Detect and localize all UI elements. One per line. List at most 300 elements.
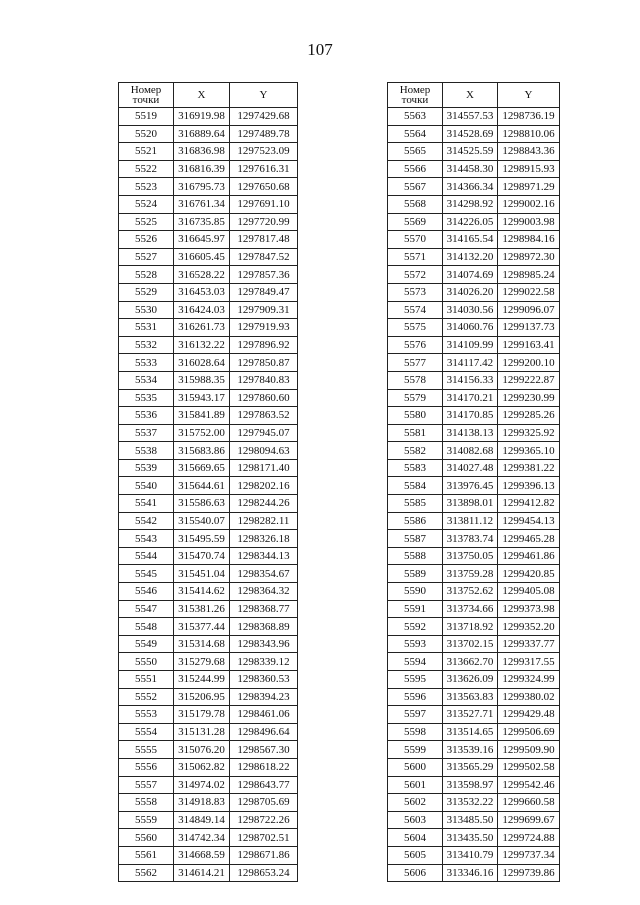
table-row (388, 829, 560, 847)
y-cell: 1299137.73 (498, 319, 560, 337)
table-row (388, 143, 560, 161)
x-cell: 316761.34 (174, 195, 230, 213)
x-cell: 315377.44 (174, 618, 230, 636)
table-row (119, 442, 298, 460)
point-number-cell: 5552 (119, 688, 174, 706)
table-row (388, 600, 560, 618)
x-cell: 313410.79 (443, 846, 498, 864)
point-number-cell: 5602 (388, 794, 443, 812)
point-number-cell: 5589 (388, 565, 443, 583)
table-row (119, 794, 298, 812)
point-number-cell: 5558 (119, 794, 174, 812)
point-number-cell: 5566 (388, 160, 443, 178)
x-cell: 313898.01 (443, 495, 498, 513)
x-cell: 314525.59 (443, 143, 498, 161)
x-cell: 314109.99 (443, 336, 498, 354)
point-number-cell: 5553 (119, 706, 174, 724)
table-row (119, 706, 298, 724)
y-cell: 1299003.98 (498, 213, 560, 231)
x-cell: 314918.83 (174, 794, 230, 812)
x-cell: 313563.83 (443, 688, 498, 706)
x-cell: 313662.70 (443, 653, 498, 671)
table-row (388, 266, 560, 284)
y-cell: 1299200.10 (498, 354, 560, 372)
x-cell: 314458.30 (443, 160, 498, 178)
x-cell: 314132.20 (443, 248, 498, 266)
y-cell: 1298394.23 (230, 688, 298, 706)
point-number-cell: 5570 (388, 231, 443, 249)
y-cell: 1298567.30 (230, 741, 298, 759)
x-cell: 315244.99 (174, 671, 230, 689)
x-cell: 314170.21 (443, 389, 498, 407)
x-cell: 315206.95 (174, 688, 230, 706)
y-cell: 1298972.30 (498, 248, 560, 266)
point-number-cell: 5578 (388, 371, 443, 389)
table-row (119, 108, 298, 126)
point-number-cell: 5599 (388, 741, 443, 759)
x-cell: 315669.65 (174, 459, 230, 477)
x-cell: 316735.85 (174, 213, 230, 231)
table-row (388, 495, 560, 513)
point-number-cell: 5520 (119, 125, 174, 143)
point-number-cell: 5596 (388, 688, 443, 706)
point-number-cell: 5540 (119, 477, 174, 495)
point-number-cell: 5567 (388, 178, 443, 196)
y-cell: 1299429.48 (498, 706, 560, 724)
table-row (119, 618, 298, 636)
table-row (388, 653, 560, 671)
point-number-cell: 5604 (388, 829, 443, 847)
table-row (388, 389, 560, 407)
y-cell: 1299163.41 (498, 336, 560, 354)
point-number-cell: 5528 (119, 266, 174, 284)
y-cell: 1299465.28 (498, 530, 560, 548)
x-cell: 316261.73 (174, 319, 230, 337)
point-number-header-line2: точки (132, 94, 160, 106)
y-cell: 1297896.92 (230, 336, 298, 354)
y-cell: 1299461.86 (498, 547, 560, 565)
y-cell: 1297691.10 (230, 195, 298, 213)
x-cell: 315943.17 (174, 389, 230, 407)
point-number-cell: 5582 (388, 442, 443, 460)
x-cell: 315644.61 (174, 477, 230, 495)
x-cell: 314366.34 (443, 178, 498, 196)
y-cell: 1298368.77 (230, 600, 298, 618)
x-cell: 315062.82 (174, 758, 230, 776)
table-row (119, 635, 298, 653)
point-number-cell: 5544 (119, 547, 174, 565)
table-row (388, 811, 560, 829)
point-number-cell: 5574 (388, 301, 443, 319)
x-cell: 316889.64 (174, 125, 230, 143)
table-row (388, 512, 560, 530)
y-cell: 1297850.87 (230, 354, 298, 372)
y-cell: 1297523.09 (230, 143, 298, 161)
table-row (119, 213, 298, 231)
point-number-cell: 5555 (119, 741, 174, 759)
x-cell: 316528.22 (174, 266, 230, 284)
point-number-cell: 5525 (119, 213, 174, 231)
table-row (119, 600, 298, 618)
y-cell: 1298354.67 (230, 565, 298, 583)
point-number-cell: 5586 (388, 512, 443, 530)
y-cell: 1299502.58 (498, 758, 560, 776)
y-cell: 1299724.88 (498, 829, 560, 847)
table-row (119, 407, 298, 425)
table-row (119, 495, 298, 513)
x-cell: 316424.03 (174, 301, 230, 319)
table-row (119, 565, 298, 583)
point-number-cell: 5546 (119, 583, 174, 601)
table-row (388, 864, 560, 882)
table-header-row (388, 83, 560, 108)
point-number-cell: 5601 (388, 776, 443, 794)
point-number-cell: 5587 (388, 530, 443, 548)
point-number-cell: 5531 (119, 319, 174, 337)
table-row (119, 512, 298, 530)
x-cell: 313514.65 (443, 723, 498, 741)
point-number-cell: 5588 (388, 547, 443, 565)
x-cell: 314974.02 (174, 776, 230, 794)
x-cell: 314165.54 (443, 231, 498, 249)
point-number-cell: 5543 (119, 530, 174, 548)
point-number-cell: 5559 (119, 811, 174, 829)
x-cell: 314298.92 (443, 195, 498, 213)
table-row (119, 477, 298, 495)
x-cell: 315841.89 (174, 407, 230, 425)
y-cell: 1298343.96 (230, 635, 298, 653)
table-row (119, 653, 298, 671)
coordinates-table-right (387, 82, 560, 882)
y-cell: 1299373.98 (498, 600, 560, 618)
table-body-right (388, 108, 560, 882)
x-cell: 316836.98 (174, 143, 230, 161)
point-number-cell: 5584 (388, 477, 443, 495)
y-cell: 1297817.48 (230, 231, 298, 249)
y-cell: 1297849.47 (230, 283, 298, 301)
table-row (388, 442, 560, 460)
point-number-cell: 5562 (119, 864, 174, 882)
y-cell: 1298671.86 (230, 846, 298, 864)
point-number-cell: 5594 (388, 653, 443, 671)
point-number-cell: 5522 (119, 160, 174, 178)
x-cell: 313750.05 (443, 547, 498, 565)
table-row (119, 178, 298, 196)
table-row (119, 530, 298, 548)
x-cell: 315540.07 (174, 512, 230, 530)
table-row (119, 336, 298, 354)
y-cell: 1299509.90 (498, 741, 560, 759)
point-number-cell: 5580 (388, 407, 443, 425)
point-number-cell: 5605 (388, 846, 443, 864)
x-cell: 313532.22 (443, 794, 498, 812)
table-row (119, 319, 298, 337)
point-number-cell: 5573 (388, 283, 443, 301)
x-cell: 313346.16 (443, 864, 498, 882)
y-cell: 1299380.02 (498, 688, 560, 706)
x-cell: 315279.68 (174, 653, 230, 671)
point-number-cell: 5536 (119, 407, 174, 425)
x-cell: 314026.20 (443, 283, 498, 301)
y-cell: 1297489.78 (230, 125, 298, 143)
point-number-cell: 5598 (388, 723, 443, 741)
x-cell: 316132.22 (174, 336, 230, 354)
table-row (388, 635, 560, 653)
table-row (388, 477, 560, 495)
table-row (119, 266, 298, 284)
table-row (388, 846, 560, 864)
table-row (388, 213, 560, 231)
y-cell: 1299337.77 (498, 635, 560, 653)
table-row (119, 547, 298, 565)
point-number-cell: 5560 (119, 829, 174, 847)
table-row (119, 195, 298, 213)
y-cell: 1298984.16 (498, 231, 560, 249)
y-cell: 1298843.36 (498, 143, 560, 161)
y-cell: 1298722.26 (230, 811, 298, 829)
x-cell: 314082.68 (443, 442, 498, 460)
x-cell: 316453.03 (174, 283, 230, 301)
table-row (119, 846, 298, 864)
point-number-cell: 5556 (119, 758, 174, 776)
y-cell: 1298915.93 (498, 160, 560, 178)
y-cell: 1298985.24 (498, 266, 560, 284)
table-row (119, 283, 298, 301)
point-number-cell: 5548 (119, 618, 174, 636)
x-header: X (174, 83, 230, 108)
y-cell: 1298736.19 (498, 108, 560, 126)
table-row (119, 811, 298, 829)
y-cell: 1297863.52 (230, 407, 298, 425)
y-cell: 1297840.83 (230, 371, 298, 389)
y-cell: 1299412.82 (498, 495, 560, 513)
x-cell: 314668.59 (174, 846, 230, 864)
table-row (119, 301, 298, 319)
x-cell: 314170.85 (443, 407, 498, 425)
y-header: Y (498, 83, 560, 108)
table-row (119, 829, 298, 847)
table-row (388, 371, 560, 389)
table-row (119, 160, 298, 178)
table-row (119, 125, 298, 143)
table-row (388, 688, 560, 706)
point-number-cell: 5526 (119, 231, 174, 249)
y-cell: 1298496.64 (230, 723, 298, 741)
table-row (388, 231, 560, 249)
y-cell: 1297429.68 (230, 108, 298, 126)
y-cell: 1298971.29 (498, 178, 560, 196)
point-number-cell: 5563 (388, 108, 443, 126)
y-cell: 1299317.55 (498, 653, 560, 671)
table-row (119, 354, 298, 372)
table-row (119, 231, 298, 249)
y-cell: 1298702.51 (230, 829, 298, 847)
y-cell: 1298282.11 (230, 512, 298, 530)
table-row (388, 583, 560, 601)
table-row (119, 389, 298, 407)
point-number-cell: 5585 (388, 495, 443, 513)
x-cell: 313718.92 (443, 618, 498, 636)
point-number-cell: 5524 (119, 195, 174, 213)
table-row (388, 741, 560, 759)
y-cell: 1298705.69 (230, 794, 298, 812)
y-cell: 1299506.69 (498, 723, 560, 741)
x-cell: 314074.69 (443, 266, 498, 284)
point-number-cell: 5535 (119, 389, 174, 407)
y-cell: 1299325.92 (498, 424, 560, 442)
table-row (119, 864, 298, 882)
table-row (119, 371, 298, 389)
y-cell: 1299420.85 (498, 565, 560, 583)
point-number-cell: 5561 (119, 846, 174, 864)
point-number-cell: 5534 (119, 371, 174, 389)
point-number-cell: 5527 (119, 248, 174, 266)
point-number-cell: 5590 (388, 583, 443, 601)
point-number-cell: 5565 (388, 143, 443, 161)
point-number-header (119, 83, 174, 108)
x-cell: 315314.68 (174, 635, 230, 653)
x-cell: 314557.53 (443, 108, 498, 126)
y-cell: 1299381.22 (498, 459, 560, 477)
x-cell: 313752.62 (443, 583, 498, 601)
table-row (119, 688, 298, 706)
point-number-cell: 5568 (388, 195, 443, 213)
point-number-cell: 5549 (119, 635, 174, 653)
y-cell: 1299699.67 (498, 811, 560, 829)
y-cell: 1298339.12 (230, 653, 298, 671)
x-cell: 313626.09 (443, 671, 498, 689)
point-number-cell: 5603 (388, 811, 443, 829)
x-cell: 314226.05 (443, 213, 498, 231)
point-number-cell: 5530 (119, 301, 174, 319)
y-cell: 1299542.46 (498, 776, 560, 794)
table-row (388, 125, 560, 143)
point-number-cell: 5532 (119, 336, 174, 354)
y-cell: 1298368.89 (230, 618, 298, 636)
table-row (388, 160, 560, 178)
table-row (388, 178, 560, 196)
table-row (388, 407, 560, 425)
x-cell: 316919.98 (174, 108, 230, 126)
x-header: X (443, 83, 498, 108)
point-number-cell: 5579 (388, 389, 443, 407)
y-cell: 1299096.07 (498, 301, 560, 319)
point-number-cell: 5593 (388, 635, 443, 653)
y-cell: 1299002.16 (498, 195, 560, 213)
table-row (388, 723, 560, 741)
y-cell: 1298364.32 (230, 583, 298, 601)
x-cell: 314027.48 (443, 459, 498, 477)
y-cell: 1299230.99 (498, 389, 560, 407)
x-cell: 316795.73 (174, 178, 230, 196)
table-row (388, 336, 560, 354)
y-cell: 1298461.06 (230, 706, 298, 724)
y-cell: 1298171.40 (230, 459, 298, 477)
y-cell: 1299365.10 (498, 442, 560, 460)
point-number-cell: 5581 (388, 424, 443, 442)
x-cell: 313976.45 (443, 477, 498, 495)
x-cell: 316645.97 (174, 231, 230, 249)
y-cell: 1298643.77 (230, 776, 298, 794)
table-row (388, 195, 560, 213)
y-header: Y (230, 83, 298, 108)
table-row (119, 776, 298, 794)
y-cell: 1297616.31 (230, 160, 298, 178)
y-cell: 1299660.58 (498, 794, 560, 812)
table-row (388, 776, 560, 794)
table-row (119, 248, 298, 266)
table-row (388, 565, 560, 583)
point-number-cell: 5591 (388, 600, 443, 618)
point-number-cell: 5537 (119, 424, 174, 442)
x-cell: 313539.16 (443, 741, 498, 759)
point-number-cell: 5545 (119, 565, 174, 583)
y-cell: 1298344.13 (230, 547, 298, 565)
table-body-left (119, 108, 298, 882)
point-number-cell: 5550 (119, 653, 174, 671)
point-number-cell: 5595 (388, 671, 443, 689)
y-cell: 1299405.08 (498, 583, 560, 601)
x-cell: 315076.20 (174, 741, 230, 759)
table-row (388, 547, 560, 565)
table-row (119, 143, 298, 161)
x-cell: 315752.00 (174, 424, 230, 442)
point-number-cell: 5519 (119, 108, 174, 126)
x-cell: 314742.34 (174, 829, 230, 847)
table-row (388, 671, 560, 689)
point-number-cell: 5557 (119, 776, 174, 794)
y-cell: 1298244.26 (230, 495, 298, 513)
y-cell: 1299352.20 (498, 618, 560, 636)
table-row (388, 530, 560, 548)
table-row (388, 283, 560, 301)
x-cell: 315179.78 (174, 706, 230, 724)
table-row (388, 618, 560, 636)
table-row (119, 671, 298, 689)
point-number-cell: 5592 (388, 618, 443, 636)
y-cell: 1298618.22 (230, 758, 298, 776)
x-cell: 316605.45 (174, 248, 230, 266)
point-number-header-line2: точки (401, 94, 429, 106)
point-number-cell: 5597 (388, 706, 443, 724)
table-row (119, 459, 298, 477)
x-cell: 314849.14 (174, 811, 230, 829)
point-number-header-line1: Номер (130, 84, 162, 96)
table-row (119, 758, 298, 776)
x-cell: 314030.56 (443, 301, 498, 319)
x-cell: 315131.28 (174, 723, 230, 741)
x-cell: 313783.74 (443, 530, 498, 548)
y-cell: 1299324.99 (498, 671, 560, 689)
point-number-cell: 5541 (119, 495, 174, 513)
table-row (119, 723, 298, 741)
y-cell: 1297945.07 (230, 424, 298, 442)
point-number-cell: 5533 (119, 354, 174, 372)
table-row (388, 248, 560, 266)
x-cell: 313811.12 (443, 512, 498, 530)
point-number-cell: 5571 (388, 248, 443, 266)
point-number-cell: 5539 (119, 459, 174, 477)
x-cell: 313485.50 (443, 811, 498, 829)
x-cell: 313702.15 (443, 635, 498, 653)
x-cell: 314156.33 (443, 371, 498, 389)
x-cell: 315470.74 (174, 547, 230, 565)
x-cell: 314117.42 (443, 354, 498, 372)
x-cell: 313565.29 (443, 758, 498, 776)
point-number-cell: 5554 (119, 723, 174, 741)
y-cell: 1299222.87 (498, 371, 560, 389)
x-cell: 315683.86 (174, 442, 230, 460)
